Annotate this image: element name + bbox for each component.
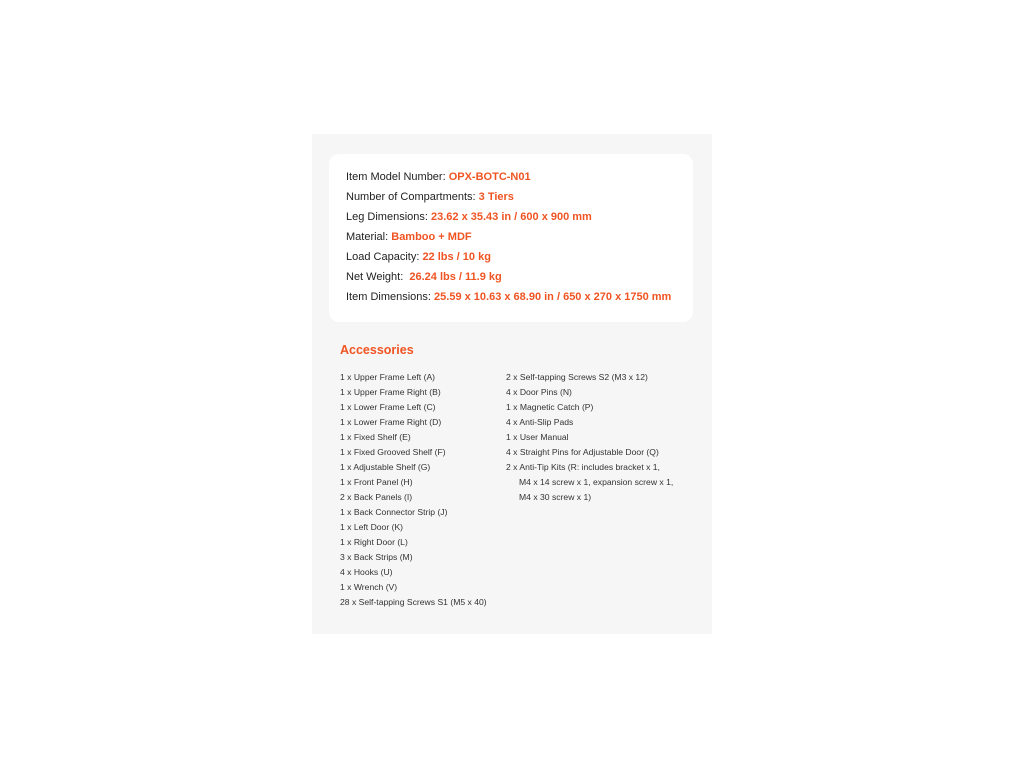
spec-value: 3 Tiers [478,191,514,203]
spec-label: Item Dimensions: [346,291,435,303]
spec-value: 25.59 x 10.63 x 68.90 in / 650 x 270 x 1750 mm [434,291,672,303]
list-item: 1 x Fixed Grooved Shelf (F) [340,447,446,457]
list-item: 1 x Right Door (L) [340,537,408,547]
list-item: 2 x Back Panels (I) [340,492,413,502]
accessories-heading: Accessories [340,343,414,357]
product-spec-sheet [312,134,712,634]
list-item: 3 x Back Strips (M) [340,552,413,562]
accessories-list-right [506,370,673,505]
spec-label: Leg Dimensions: [346,211,431,223]
spec-material [346,230,472,244]
list-item: 1 x Back Connector Strip (J) [340,507,448,517]
specifications-card [329,154,693,322]
spec-label: Load Capacity: [346,251,423,263]
list-item-continuation: M4 x 14 screw x 1, expansion screw x 1, [519,477,674,487]
spec-model-number [346,170,531,184]
list-item: 2 x Self-tapping Screws S2 (M3 x 12) [506,372,648,382]
list-item: 2 x Anti-Tip Kits (R: includes bracket x 1, [506,462,660,472]
spec-compartments [346,190,514,204]
list-item: 1 x Fixed Shelf (E) [340,432,411,442]
list-item: 1 x Magnetic Catch (P) [506,402,594,412]
list-item: 1 x Lower Frame Left (C) [340,402,436,412]
list-item: 4 x Door Pins (N) [506,387,572,397]
list-item: 1 x Adjustable Shelf (G) [340,462,431,472]
spec-value: OPX-BOTC-N01 [448,171,531,183]
spec-label: Net Weight: [346,271,410,283]
list-item: 1 x Upper Frame Right (B) [340,387,441,397]
list-item: 1 x Front Panel (H) [340,477,413,487]
spec-item-dimensions [346,290,671,304]
spec-net-weight [346,270,502,284]
list-item: 4 x Hooks (U) [340,567,393,577]
spec-load-capacity [346,250,491,264]
list-item: 1 x Left Door (K) [340,522,404,532]
list-item: 1 x User Manual [506,432,569,442]
accessories-list-left [340,370,487,610]
list-item: 1 x Lower Frame Right (D) [340,417,442,427]
list-item-continuation: M4 x 30 screw x 1) [519,492,592,502]
list-item: 4 x Anti-Slip Pads [506,417,574,427]
spec-label: Number of Compartments: [346,191,479,203]
list-item: 1 x Upper Frame Left (A) [340,372,436,382]
list-item: 28 x Self-tapping Screws S1 (M5 x 40) [340,597,487,607]
spec-label: Material: [346,231,392,243]
spec-label: Item Model Number: [346,171,449,183]
spec-value: 23.62 x 35.43 in / 600 x 900 mm [431,211,592,223]
list-item: 4 x Straight Pins for Adjustable Door (Q) [506,447,659,457]
spec-value: Bamboo + MDF [391,231,472,243]
list-item: 1 x Wrench (V) [340,582,398,592]
spec-leg-dimensions [346,210,592,224]
spec-value: 26.24 lbs / 11.9 kg [409,271,502,283]
spec-value: 22 lbs / 10 kg [422,251,491,263]
